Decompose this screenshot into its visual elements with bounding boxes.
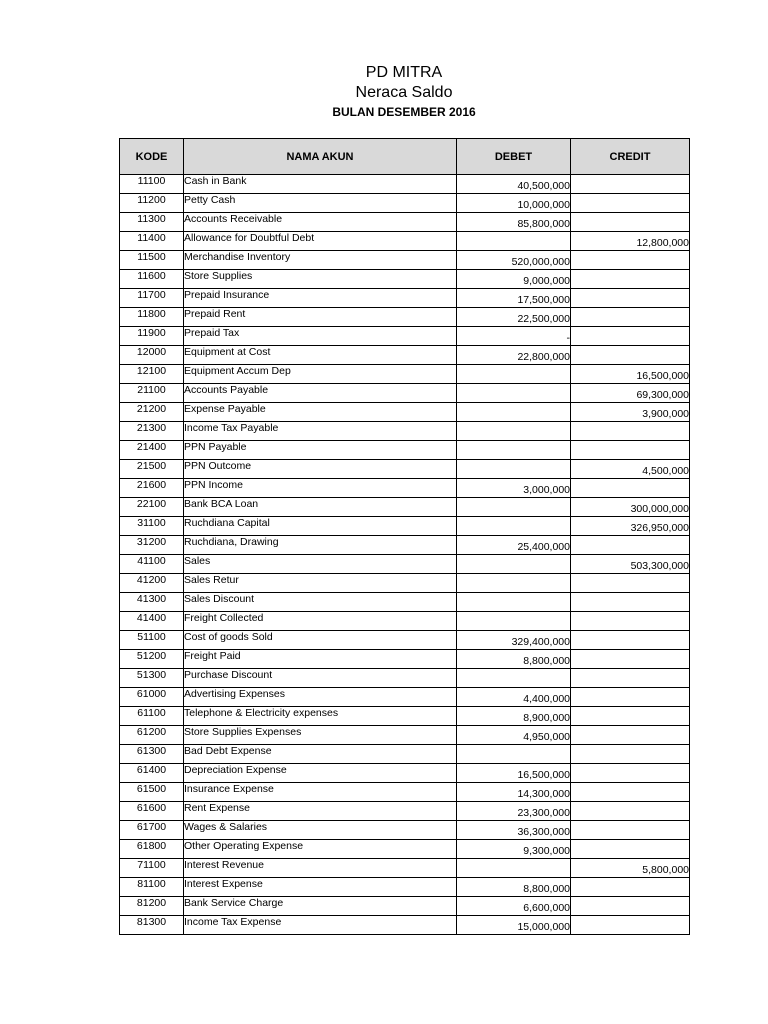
table-row (120, 593, 690, 612)
debit-amount: 9,000,000 (457, 270, 571, 289)
account-name: Ruchdiana, Drawing (184, 536, 457, 555)
account-code: 31200 (120, 536, 184, 555)
table-row (120, 403, 690, 422)
account-name: Depreciation Expense (184, 764, 457, 783)
debit-amount: 10,000,000 (457, 194, 571, 213)
credit-amount (571, 612, 690, 631)
debit-amount (457, 517, 571, 536)
table-row (120, 745, 690, 764)
debit-amount (457, 745, 571, 764)
credit-amount (571, 802, 690, 821)
account-code: 61000 (120, 688, 184, 707)
table-row (120, 802, 690, 821)
debit-amount (457, 384, 571, 403)
credit-amount (571, 878, 690, 897)
company-name: PD MITRA (365, 64, 443, 81)
credit-amount (571, 574, 690, 593)
account-code: 61400 (120, 764, 184, 783)
account-name: Income Tax Payable (184, 422, 457, 441)
account-name: Prepaid Tax (184, 327, 457, 346)
credit-amount: 12,800,000 (571, 232, 690, 251)
table-row (120, 726, 690, 745)
col-header-nama-akun: NAMA AKUN (184, 139, 457, 175)
account-name: Other Operating Expense (184, 840, 457, 859)
credit-amount (571, 688, 690, 707)
table-row (120, 878, 690, 897)
account-code: 22100 (120, 498, 184, 517)
credit-amount: 503,300,000 (571, 555, 690, 574)
table-row (120, 897, 690, 916)
account-code: 41400 (120, 612, 184, 631)
account-name: Cost of goods Sold (184, 631, 457, 650)
table-row (120, 840, 690, 859)
account-code: 12100 (120, 365, 184, 384)
credit-amount (571, 840, 690, 859)
debit-amount: 14,300,000 (457, 783, 571, 802)
credit-amount (571, 821, 690, 840)
table-row (120, 175, 690, 194)
account-code: 51200 (120, 650, 184, 669)
account-name: Prepaid Rent (184, 308, 457, 327)
credit-amount (571, 669, 690, 688)
credit-amount: 16,500,000 (571, 365, 690, 384)
account-code: 61600 (120, 802, 184, 821)
account-code: 11500 (120, 251, 184, 270)
account-name: Petty Cash (184, 194, 457, 213)
account-code: 81300 (120, 916, 184, 935)
account-name: Sales Discount (184, 593, 457, 612)
table-row (120, 441, 690, 460)
account-name: Sales (184, 555, 457, 574)
account-name: PPN Payable (184, 441, 457, 460)
table-row (120, 384, 690, 403)
account-name: Merchandise Inventory (184, 251, 457, 270)
credit-amount (571, 194, 690, 213)
report-title: Neraca Saldo (355, 84, 453, 101)
credit-amount: 4,500,000 (571, 460, 690, 479)
debit-amount: 22,500,000 (457, 308, 571, 327)
account-name: PPN Outcome (184, 460, 457, 479)
debit-amount: 17,500,000 (457, 289, 571, 308)
table-row (120, 479, 690, 498)
account-name: Sales Retur (184, 574, 457, 593)
account-name: Equipment Accum Dep (184, 365, 457, 384)
debit-amount (457, 365, 571, 384)
report-period: BULAN DESEMBER 2016 (332, 105, 476, 119)
debit-amount (457, 422, 571, 441)
account-code: 11400 (120, 232, 184, 251)
credit-amount (571, 213, 690, 232)
account-code: 81200 (120, 897, 184, 916)
debit-amount: 8,900,000 (457, 707, 571, 726)
table-row (120, 498, 690, 517)
account-code: 11700 (120, 289, 184, 308)
account-name: Accounts Receivable (184, 213, 457, 232)
table-row (120, 194, 690, 213)
table-row (120, 365, 690, 384)
account-name: Rent Expense (184, 802, 457, 821)
credit-amount (571, 726, 690, 745)
debit-amount: 23,300,000 (457, 802, 571, 821)
account-name: Purchase Discount (184, 669, 457, 688)
debit-amount: 3,000,000 (457, 479, 571, 498)
col-header-debet: DEBET (457, 139, 571, 175)
table-row (120, 555, 690, 574)
credit-amount: 300,000,000 (571, 498, 690, 517)
credit-amount (571, 897, 690, 916)
account-name: Interest Expense (184, 878, 457, 897)
debit-amount: 22,800,000 (457, 346, 571, 365)
debit-amount (457, 669, 571, 688)
account-code: 41300 (120, 593, 184, 612)
account-name: Expense Payable (184, 403, 457, 422)
account-name: Insurance Expense (184, 783, 457, 802)
account-name: Advertising Expenses (184, 688, 457, 707)
debit-amount: 329,400,000 (457, 631, 571, 650)
debit-amount: 4,400,000 (457, 688, 571, 707)
credit-amount (571, 251, 690, 270)
table-row (120, 308, 690, 327)
account-name: Accounts Payable (184, 384, 457, 403)
account-code: 11300 (120, 213, 184, 232)
credit-amount (571, 536, 690, 555)
credit-amount (571, 441, 690, 460)
table-row (120, 270, 690, 289)
table-row (120, 460, 690, 479)
account-name: Equipment at Cost (184, 346, 457, 365)
table-row (120, 764, 690, 783)
account-code: 61800 (120, 840, 184, 859)
credit-amount (571, 175, 690, 194)
credit-amount: 326,950,000 (571, 517, 690, 536)
debit-amount (457, 574, 571, 593)
account-code: 41200 (120, 574, 184, 593)
account-code: 21400 (120, 441, 184, 460)
account-code: 11900 (120, 327, 184, 346)
debit-amount: 6,600,000 (457, 897, 571, 916)
table-row (120, 327, 690, 346)
debit-amount: 40,500,000 (457, 175, 571, 194)
col-header-credit: CREDIT (571, 139, 690, 175)
credit-amount (571, 593, 690, 612)
debit-amount (457, 593, 571, 612)
debit-amount (457, 498, 571, 517)
debit-amount: 16,500,000 (457, 764, 571, 783)
account-code: 31100 (120, 517, 184, 536)
account-code: 21200 (120, 403, 184, 422)
credit-amount (571, 745, 690, 764)
table-row (120, 821, 690, 840)
debit-amount: 25,400,000 (457, 536, 571, 555)
table-row (120, 707, 690, 726)
debit-amount: 9,300,000 (457, 840, 571, 859)
credit-amount (571, 308, 690, 327)
debit-amount: 520,000,000 (457, 251, 571, 270)
table-row (120, 669, 690, 688)
table-row (120, 422, 690, 441)
debit-amount: 15,000,000 (457, 916, 571, 935)
account-name: Bad Debt Expense (184, 745, 457, 764)
debit-amount: 85,800,000 (457, 213, 571, 232)
account-name: Wages & Salaries (184, 821, 457, 840)
account-code: 61300 (120, 745, 184, 764)
account-name: Income Tax Expense (184, 916, 457, 935)
col-header-kode: KODE (120, 139, 184, 175)
account-code: 21500 (120, 460, 184, 479)
credit-amount (571, 916, 690, 935)
account-name: Telephone & Electricity expenses (184, 707, 457, 726)
table-body (120, 175, 690, 935)
account-code: 11200 (120, 194, 184, 213)
table-row (120, 251, 690, 270)
account-code: 51300 (120, 669, 184, 688)
table-row (120, 536, 690, 555)
account-name: Prepaid Insurance (184, 289, 457, 308)
credit-amount (571, 631, 690, 650)
credit-amount: 69,300,000 (571, 384, 690, 403)
credit-amount (571, 289, 690, 308)
account-name: Ruchdiana Capital (184, 517, 457, 536)
credit-amount (571, 783, 690, 802)
table-row (120, 783, 690, 802)
table-row (120, 859, 690, 878)
table-row (120, 650, 690, 669)
debit-amount: 4,950,000 (457, 726, 571, 745)
table-row (120, 517, 690, 536)
credit-amount (571, 479, 690, 498)
debit-amount (457, 460, 571, 479)
credit-amount (571, 270, 690, 289)
table-row (120, 574, 690, 593)
account-name: Allowance for Doubtful Debt (184, 232, 457, 251)
account-code: 21300 (120, 422, 184, 441)
account-code: 61100 (120, 707, 184, 726)
table-row (120, 346, 690, 365)
account-code: 11100 (120, 175, 184, 194)
account-code: 61200 (120, 726, 184, 745)
account-code: 71100 (120, 859, 184, 878)
debit-amount (457, 555, 571, 574)
table-row (120, 612, 690, 631)
table-row (120, 688, 690, 707)
account-code: 21100 (120, 384, 184, 403)
table-row (120, 232, 690, 251)
credit-amount (571, 707, 690, 726)
trial-balance-table (119, 138, 690, 935)
account-code: 81100 (120, 878, 184, 897)
credit-amount (571, 327, 690, 346)
debit-amount: - (457, 327, 571, 346)
account-name: Store Supplies Expenses (184, 726, 457, 745)
account-name: PPN Income (184, 479, 457, 498)
debit-amount: 36,300,000 (457, 821, 571, 840)
credit-amount: 3,900,000 (571, 403, 690, 422)
credit-amount (571, 422, 690, 441)
credit-amount (571, 346, 690, 365)
account-name: Cash in Bank (184, 175, 457, 194)
account-name: Store Supplies (184, 270, 457, 289)
account-code: 51100 (120, 631, 184, 650)
credit-amount (571, 650, 690, 669)
account-name: Bank BCA Loan (184, 498, 457, 517)
debit-amount (457, 232, 571, 251)
table-row (120, 916, 690, 935)
debit-amount (457, 403, 571, 422)
account-code: 12000 (120, 346, 184, 365)
account-code: 11600 (120, 270, 184, 289)
account-code: 61700 (120, 821, 184, 840)
debit-amount (457, 612, 571, 631)
account-code: 61500 (120, 783, 184, 802)
debit-amount: 8,800,000 (457, 650, 571, 669)
debit-amount (457, 859, 571, 878)
table-row (120, 213, 690, 232)
account-code: 41100 (120, 555, 184, 574)
account-name: Bank Service Charge (184, 897, 457, 916)
account-code: 11800 (120, 308, 184, 327)
credit-amount: 5,800,000 (571, 859, 690, 878)
account-name: Freight Collected (184, 612, 457, 631)
credit-amount (571, 764, 690, 783)
table-row (120, 631, 690, 650)
table-header-row (120, 139, 690, 175)
account-code: 21600 (120, 479, 184, 498)
debit-amount (457, 441, 571, 460)
debit-amount: 8,800,000 (457, 878, 571, 897)
account-name: Freight Paid (184, 650, 457, 669)
account-name: Interest Revenue (184, 859, 457, 878)
table-row (120, 289, 690, 308)
